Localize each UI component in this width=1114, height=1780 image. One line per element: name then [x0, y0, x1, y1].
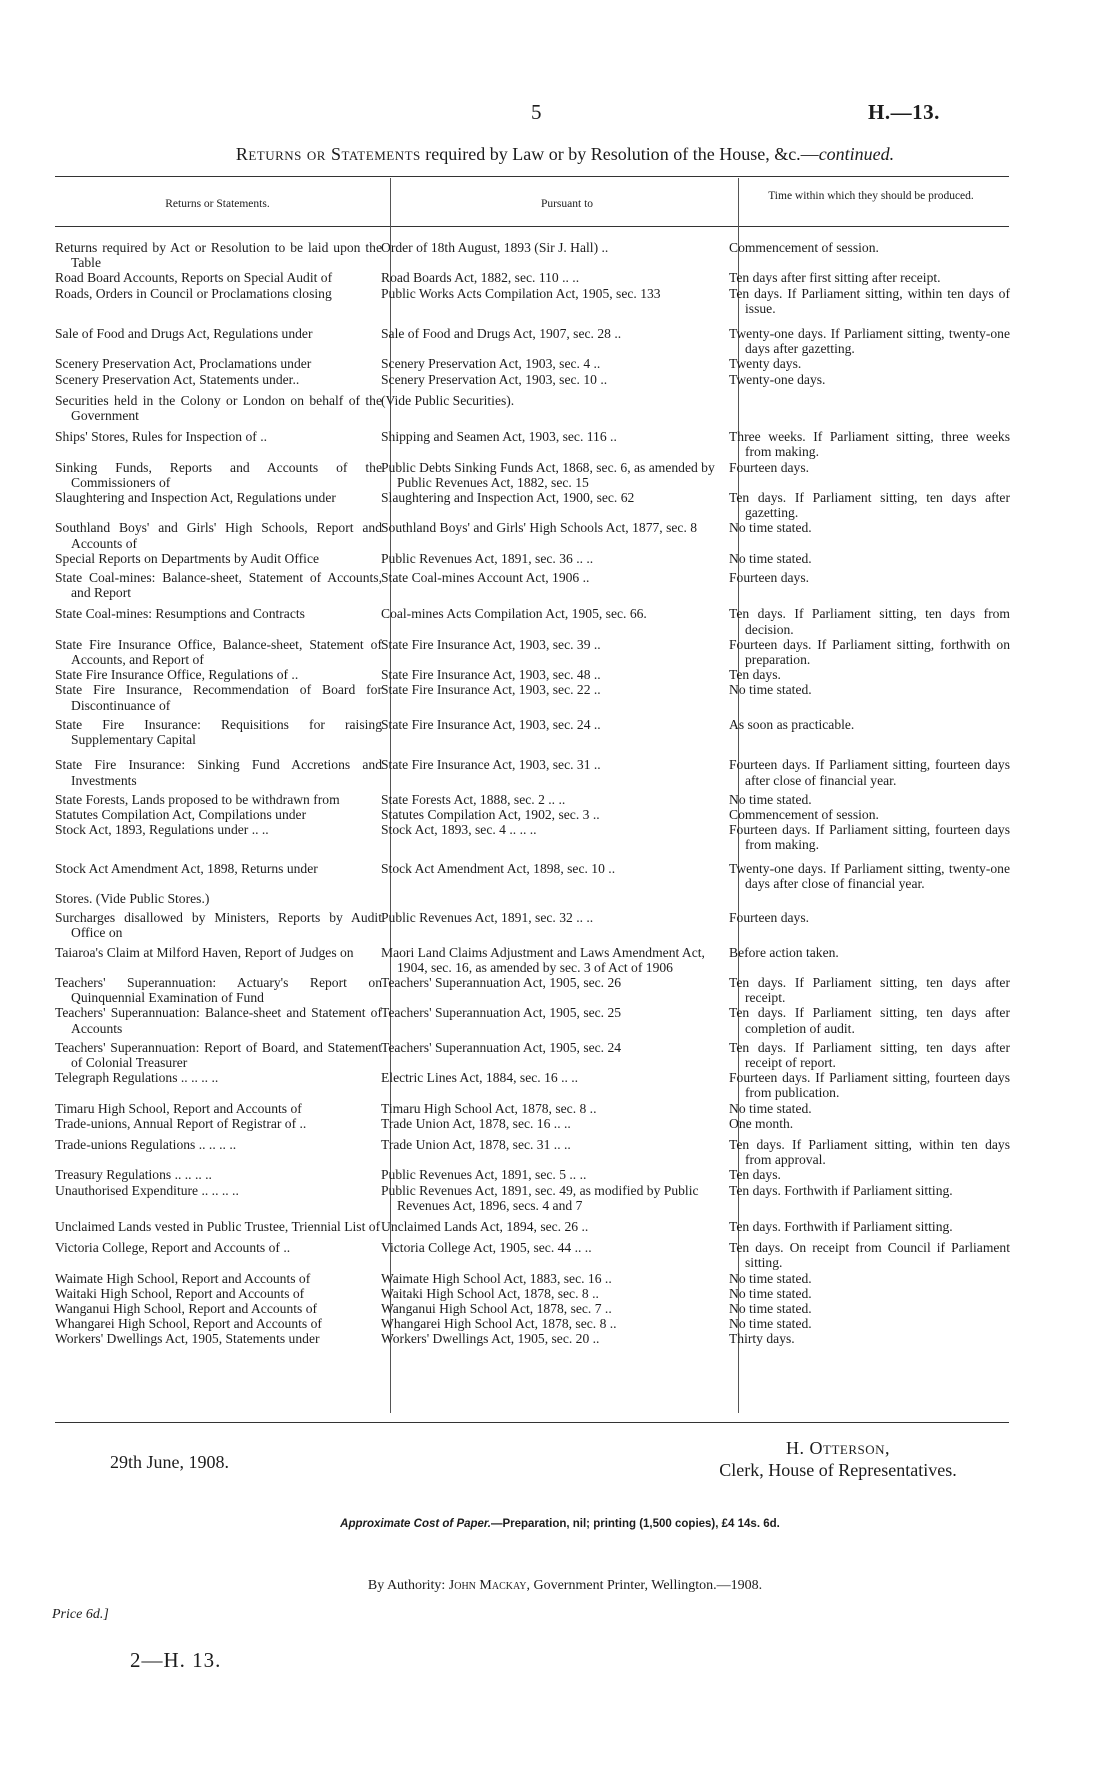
return-cell: Scenery Preservation Act, Proclamations under — [55, 356, 312, 372]
return-cell: Trade-unions, Annual Report of Registrar of .. — [55, 1115, 307, 1131]
time-cell: Thirty days. — [729, 1331, 795, 1347]
time-cell: No time stated. — [729, 682, 812, 698]
return-cell: Waimate High School, Report and Accounts of — [55, 1270, 311, 1286]
pursuant-cell: Whangarei High School Act, 1878, sec. 8 .. — [381, 1316, 617, 1332]
pursuant-cell: Shipping and Seamen Act, 1903, sec. 116 .. — [381, 429, 617, 445]
table-row — [55, 1316, 1010, 1331]
time-cell: No time stated. — [729, 520, 812, 536]
time-cell: Ten days. — [729, 1167, 781, 1183]
table-row — [55, 1331, 1010, 1346]
time-cell: No time stated. — [729, 1316, 812, 1332]
cost-label: Approximate Cost of Paper. — [340, 1518, 491, 1530]
time-cell: Fourteen days. If Parliament sitting, fourteen days after close of financial year. — [729, 757, 1010, 788]
time-cell: Twenty-one days. — [729, 371, 826, 387]
return-cell: State Forests, Lands proposed to be withdrawn from — [55, 791, 340, 807]
cost-of-paper — [55, 1518, 1065, 1530]
time-cell: Ten days. On receipt from Council if Parliament sitting. — [729, 1240, 1010, 1271]
table-bottom-rule — [55, 1422, 1009, 1423]
return-cell: Taiaroa's Claim at Milford Haven, Report of Judges on — [55, 944, 354, 960]
return-cell: Southland Boys' and Girls' High Schools, Report and Accounts of — [55, 520, 382, 551]
return-cell: Special Reports on Departments by Audit Office — [55, 550, 320, 566]
time-cell — [738, 891, 1010, 906]
time-cell: Fourteen days. If Parliament sitting, forthwith on preparation. — [729, 636, 1010, 668]
table-row — [55, 1301, 1010, 1316]
returns-table — [55, 240, 1010, 1347]
return-cell: Teachers' Superannuation: Balance-sheet and Statement of Accounts — [55, 1005, 382, 1036]
time-cell: Before action taken. — [729, 944, 839, 960]
return-cell: Timaru High School, Report and Accounts of — [55, 1100, 302, 1116]
pursuant-cell: Public Works Acts Compilation Act, 1905, sec. 133 — [381, 285, 661, 301]
pursuant-cell: State Fire Insurance Act, 1903, sec. 31 .. — [381, 757, 601, 773]
pursuant-cell: Public Revenues Act, 1891, sec. 49, as modified by Public Revenues Act, 1896, secs. 4 and 7 — [381, 1182, 699, 1213]
time-cell: Ten days. If Parliament sitting, within ten days of issue. — [729, 285, 1010, 316]
return-cell: Scenery Preservation Act, Statements under.. — [55, 371, 300, 387]
table-row — [55, 1116, 1010, 1131]
column-header-time: Time within which they should be produced. — [768, 190, 974, 202]
signer-title: Clerk, House of Representatives. — [719, 1460, 957, 1480]
pursuant-cell — [390, 891, 738, 906]
pursuant-cell: Trade Union Act, 1878, sec. 31 .. .. — [381, 1136, 571, 1152]
table-row — [55, 637, 1010, 667]
table-row — [55, 792, 1010, 807]
column-header-returns: Returns or Statements. — [165, 198, 270, 210]
table-row — [55, 807, 1010, 822]
time-cell: Ten days. Forthwith if Parliament sitting. — [729, 1182, 953, 1198]
return-cell: Stock Act Amendment Act, 1898, Returns under — [55, 860, 318, 876]
pursuant-cell: Slaughtering and Inspection Act, 1900, sec. 62 — [381, 490, 635, 506]
page-number: 5 — [531, 100, 542, 124]
time-cell: As soon as practicable. — [729, 716, 855, 732]
return-cell: State Fire Insurance, Recommendation of Board for Discontinuance of — [55, 682, 382, 713]
return-cell: Treasury Regulations .. .. .. .. — [55, 1167, 212, 1183]
pursuant-cell: State Fire Insurance Act, 1903, sec. 39 .. — [381, 636, 601, 652]
table-row — [55, 270, 1010, 285]
time-cell: Commencement of session. — [729, 806, 879, 822]
page-heading — [60, 144, 1070, 165]
pursuant-cell: Workers' Dwellings Act, 1905, sec. 20 .. — [381, 1331, 600, 1347]
table-row — [55, 429, 1010, 459]
pursuant-cell: Sale of Food and Drugs Act, 1907, sec. 28 .. — [381, 326, 622, 342]
time-cell: No time stated. — [729, 1270, 812, 1286]
return-cell: Sale of Food and Drugs Act, Regulations under — [55, 326, 313, 342]
pursuant-cell: Electric Lines Act, 1884, sec. 16 .. .. — [381, 1070, 579, 1086]
time-cell: No time stated. — [729, 791, 812, 807]
table-row — [55, 861, 1010, 891]
table-row — [55, 975, 1010, 1005]
table-row — [55, 606, 1010, 636]
time-cell: One month. — [729, 1115, 794, 1131]
time-cell: Fourteen days. If Parliament sitting, fourteen days from publication. — [729, 1070, 1010, 1101]
table-row — [55, 356, 1010, 371]
table-row — [55, 1271, 1010, 1286]
pursuant-cell: Statutes Compilation Act, 1902, sec. 3 .. — [381, 806, 600, 822]
return-cell: Slaughtering and Inspection Act, Regulations under — [55, 490, 336, 506]
printer-name: John Mackay — [448, 1578, 527, 1593]
table-row — [55, 945, 1010, 975]
return-cell: Roads, Orders in Council or Proclamations closing — [55, 285, 332, 301]
table-row — [55, 326, 1010, 356]
pursuant-cell: Southland Boys' and Girls' High Schools Act, 1877, sec. 8 — [381, 520, 698, 536]
heading-text: required by Law or by Resolution of the House, &c.— — [420, 144, 819, 164]
heading-continued: continued. — [818, 144, 895, 164]
table-row — [55, 1167, 1010, 1182]
pursuant-cell: Wanganui High School Act, 1878, sec. 7 .. — [381, 1301, 612, 1316]
return-cell: State Coal-mines: Resumptions and Contracts — [55, 606, 305, 622]
table-row — [55, 682, 1010, 712]
pursuant-cell: Public Revenues Act, 1891, sec. 32 .. .. — [381, 910, 594, 926]
time-cell: Twenty-one days. If Parliament sitting, twenty-one days after close of financial year. — [729, 860, 1010, 891]
return-cell: Wanganui High School, Report and Accounts of — [55, 1301, 318, 1316]
time-cell: No time stated. — [729, 1285, 812, 1301]
cost-text: —Preparation, nil; printing (1,500 copies), £4 14s. 6d. — [490, 1518, 780, 1530]
time-cell: Ten days. If Parliament sitting, ten days from decision. — [729, 606, 1010, 637]
pursuant-cell: State Forests Act, 1888, sec. 2 .. .. — [381, 791, 566, 807]
table-row — [55, 240, 1010, 270]
return-cell: Teachers' Superannuation: Actuary's Report on Quinquennial Examination of Fund — [55, 974, 382, 1006]
table-row — [55, 551, 1010, 566]
table-row — [55, 490, 1010, 520]
table-row — [55, 1219, 1010, 1234]
return-cell: Unauthorised Expenditure .. .. .. .. — [55, 1182, 239, 1198]
pursuant-cell: State Fire Insurance Act, 1903, sec. 24 .. — [381, 716, 601, 732]
pursuant-cell: Road Boards Act, 1882, sec. 110 .. .. — [381, 270, 580, 286]
return-cell: Securities held in the Colony or London on behalf of the Government — [55, 392, 382, 424]
printer-authority — [60, 1578, 1070, 1594]
return-cell: Returns required by Act or Resolution to be laid upon the Table — [55, 240, 382, 271]
pursuant-cell: Stock Act, 1893, sec. 4 .. .. .. — [381, 822, 537, 838]
authority-prefix: By Authority: — [367, 1578, 449, 1593]
time-cell: Ten days. If Parliament sitting, ten days after completion of audit. — [729, 1005, 1010, 1036]
pursuant-cell: Timaru High School Act, 1878, sec. 8 .. — [381, 1100, 597, 1116]
table-row — [55, 1286, 1010, 1301]
return-cell: Victoria College, Report and Accounts of .. — [55, 1240, 291, 1256]
return-cell: State Fire Insurance Office, Regulations of .. — [55, 667, 299, 683]
return-cell: Ships' Stores, Rules for Inspection of .. — [55, 429, 268, 445]
table-row — [55, 717, 1010, 747]
return-cell: State Fire Insurance: Requisitions for raising Supplementary Capital — [55, 716, 382, 748]
return-cell: Workers' Dwellings Act, 1905, Statements under — [55, 1331, 320, 1347]
table-row — [55, 1101, 1010, 1116]
time-cell: Fourteen days. — [729, 459, 810, 475]
return-cell: State Coal-mines: Balance-sheet, Statement of Accounts, and Report — [55, 570, 382, 601]
return-cell: Telegraph Regulations .. .. .. .. — [55, 1070, 219, 1086]
table-row — [55, 1040, 1010, 1070]
pursuant-cell: Unclaimed Lands Act, 1894, sec. 26 .. — [381, 1218, 589, 1234]
return-cell: Statutes Compilation Act, Compilations under — [55, 806, 307, 822]
return-cell: Teachers' Superannuation: Report of Board, and Statement of Colonial Treasurer — [55, 1039, 382, 1070]
table-row — [55, 570, 1010, 600]
pursuant-cell: Teachers' Superannuation Act, 1905, sec. 25 — [381, 1005, 622, 1021]
pursuant-cell: (Vide Public Securities). — [381, 392, 515, 408]
table-row — [55, 372, 1010, 387]
column-header-pursuant: Pursuant to — [540, 198, 594, 210]
time-cell: Twenty days. — [729, 356, 802, 372]
table-row — [55, 891, 1010, 906]
return-cell: Waitaki High School, Report and Accounts of — [55, 1285, 305, 1301]
pursuant-cell: Teachers' Superannuation Act, 1905, sec. 26 — [381, 974, 622, 990]
signer-name: H. Otterson, — [786, 1438, 890, 1458]
pursuant-cell: Trade Union Act, 1878, sec. 16 .. .. — [381, 1115, 571, 1131]
return-cell: State Fire Insurance Office, Balance-sheet, Statement of Accounts, and Report of — [55, 636, 382, 668]
pursuant-cell: Waitaki High School Act, 1878, sec. 8 .. — [381, 1285, 599, 1301]
time-cell — [738, 393, 1010, 423]
document-reference: H.—13. — [868, 100, 940, 124]
time-cell: Three weeks. If Parliament sitting, three weeks from making. — [729, 429, 1010, 460]
table-top-rule — [55, 176, 1009, 177]
table-row — [55, 1137, 1010, 1167]
pursuant-cell: Public Debts Sinking Funds Act, 1868, sec. 6, as amended by Public Revenues Act, 1882, sec. 15 — [381, 459, 715, 490]
time-cell: Ten days. If Parliament sitting, ten days after receipt of report. — [729, 1039, 1010, 1070]
return-cell: Stores. (Vide Public Stores.) — [55, 890, 210, 906]
pursuant-cell: Waimate High School Act, 1883, sec. 16 .. — [381, 1270, 612, 1286]
pursuant-cell: Teachers' Superannuation Act, 1905, sec. 24 — [381, 1039, 622, 1055]
table-row — [55, 520, 1010, 550]
table-row — [55, 393, 1010, 423]
pursuant-cell: Coal-mines Acts Compilation Act, 1905, sec. 66. — [381, 606, 647, 622]
return-cell: Sinking Funds, Reports and Accounts of the Commissioners of — [55, 459, 382, 490]
pursuant-cell: Scenery Preservation Act, 1903, sec. 4 .. — [381, 356, 601, 372]
table-row — [55, 286, 1010, 316]
heading-caps: Returns or Statements — [235, 144, 421, 164]
signature-date: 29th June, 1908. — [110, 1452, 229, 1472]
table-row — [55, 910, 1010, 940]
pursuant-cell: Maori Land Claims Adjustment and Laws Amendment Act, 1904, sec. 16, as amended by sec. 3 of Act of 1906 — [381, 944, 705, 975]
pursuant-cell: Victoria College Act, 1905, sec. 44 .. .. — [381, 1240, 592, 1256]
pursuant-cell: Order of 18th August, 1893 (Sir J. Hall) .. — [381, 240, 609, 255]
time-cell: Fourteen days. — [729, 570, 810, 586]
pursuant-cell: State Fire Insurance Act, 1903, sec. 22 .. — [381, 682, 601, 698]
return-cell: Trade-unions Regulations .. .. .. .. — [55, 1136, 237, 1152]
pursuant-cell: Public Revenues Act, 1891, sec. 5 .. .. — [381, 1167, 587, 1183]
table-row — [55, 1070, 1010, 1100]
time-cell: Twenty-one days. If Parliament sitting, twenty-one days after gazetting. — [729, 326, 1010, 357]
time-cell: No time stated. — [729, 1301, 812, 1316]
time-cell: Ten days. Forthwith if Parliament sitting. — [729, 1218, 953, 1234]
header-bottom-rule — [55, 226, 1009, 227]
price: Price 6d.] — [52, 1607, 109, 1622]
table-row — [55, 1183, 1010, 1213]
time-cell: No time stated. — [729, 1100, 812, 1116]
time-cell: Commencement of session. — [729, 240, 879, 255]
signature-block — [688, 1437, 988, 1481]
series-number: 2—H. 13. — [130, 1648, 222, 1672]
pursuant-cell: State Fire Insurance Act, 1903, sec. 48 .. — [381, 667, 601, 683]
time-cell: Ten days. If Parliament sitting, within ten days from approval. — [729, 1136, 1010, 1168]
pursuant-cell: Scenery Preservation Act, 1903, sec. 10 .. — [381, 371, 608, 387]
return-cell: Unclaimed Lands vested in Public Trustee, Triennial List of — [55, 1218, 381, 1234]
time-cell: Ten days after first sitting after receipt. — [729, 270, 941, 286]
pursuant-cell: Stock Act Amendment Act, 1898, sec. 10 .. — [381, 860, 616, 876]
authority-suffix: , Government Printer, Wellington.—1908. — [526, 1578, 763, 1593]
time-cell: No time stated. — [729, 550, 812, 566]
table-row — [55, 757, 1010, 787]
time-cell: Ten days. If Parliament sitting, ten days after gazetting. — [729, 490, 1010, 521]
return-cell: State Fire Insurance: Sinking Fund Accretions and Investments — [55, 757, 382, 788]
pursuant-cell: State Coal-mines Account Act, 1906 .. — [381, 570, 590, 586]
table-row — [55, 1005, 1010, 1035]
table-row — [55, 460, 1010, 490]
time-cell: Ten days. If Parliament sitting, ten days after receipt. — [729, 974, 1010, 1006]
return-cell: Stock Act, 1893, Regulations under .. .. — [55, 822, 269, 838]
time-cell: Ten days. — [729, 667, 781, 683]
return-cell: Road Board Accounts, Reports on Special Audit of — [55, 270, 333, 286]
return-cell: Whangarei High School, Report and Accounts of — [55, 1316, 322, 1332]
table-row — [55, 1240, 1010, 1270]
table-row — [55, 667, 1010, 682]
table-row — [55, 822, 1010, 852]
return-cell: Surcharges disallowed by Ministers, Reports by Audit Office on — [55, 910, 382, 941]
time-cell: Fourteen days. — [729, 910, 810, 926]
time-cell: Fourteen days. If Parliament sitting, fourteen days from making. — [729, 822, 1010, 853]
pursuant-cell: Public Revenues Act, 1891, sec. 36 .. .. — [381, 550, 594, 566]
